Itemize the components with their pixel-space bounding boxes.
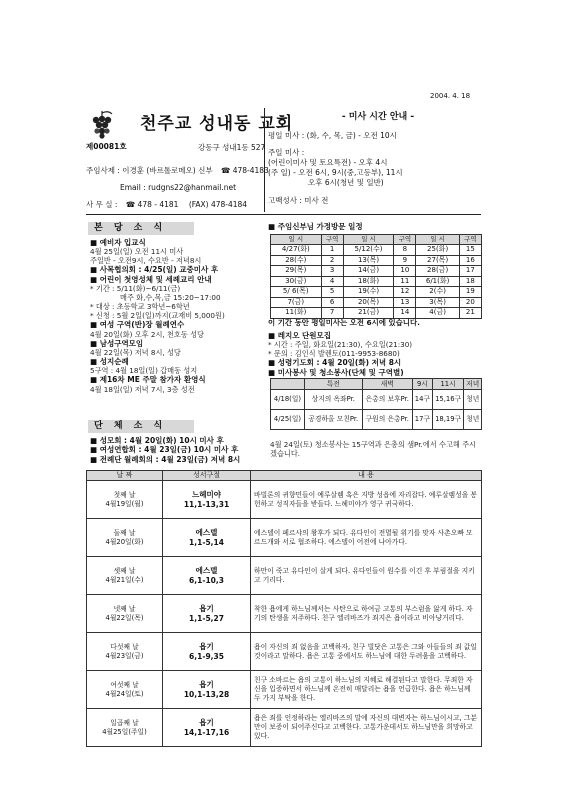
group-news-heading: 단 체 소 식 bbox=[88, 420, 194, 433]
table-cell: 청년 bbox=[464, 410, 482, 430]
table-row bbox=[271, 255, 482, 266]
header-divider bbox=[264, 108, 265, 212]
notice-item bbox=[90, 357, 260, 375]
church-title: 천주교 성내동 교회 bbox=[140, 114, 294, 134]
table-cell: 6 bbox=[321, 297, 343, 308]
reading-reference bbox=[163, 709, 251, 747]
notice-item bbox=[90, 265, 260, 274]
table-cell: 4(금) bbox=[416, 308, 459, 319]
reading-content: 욥이 자신의 죄 없음을 고백하자, 친구 빌닷은 고통은 그와 아들들의 죄 값일 것이라고 말하다. 욥은 고통 중에서도 하느님에 대한 두려움을 고백하다. bbox=[251, 633, 482, 671]
day-date: 4월24일(토) bbox=[105, 689, 144, 698]
table-row bbox=[87, 633, 482, 671]
table-row bbox=[87, 709, 482, 747]
visit-schedule-table bbox=[270, 234, 482, 319]
group-news-list bbox=[90, 436, 270, 464]
parish-news-heading: 본 당 소 식 bbox=[88, 222, 194, 235]
notice-title: ■ 레지오 단원모집 bbox=[268, 331, 483, 340]
phone-icon: ☎ bbox=[125, 200, 136, 209]
table-cell: 29(목) bbox=[271, 266, 322, 277]
day-date: 4월22일(목) bbox=[105, 613, 144, 622]
book-name: 욥기 bbox=[199, 642, 214, 652]
book-name: 에스델 bbox=[195, 566, 218, 576]
table-row bbox=[87, 671, 482, 709]
column-header bbox=[271, 379, 305, 390]
notice-title: ■ 여성 구역(반)장 월례연수 bbox=[90, 320, 260, 329]
table-row bbox=[271, 410, 482, 430]
reading-reference bbox=[163, 519, 251, 557]
notice-item bbox=[90, 375, 260, 393]
notice-line: 매주 화,수,목,금 15:20~17:00 bbox=[120, 293, 221, 303]
day-label: 다섯째 날 bbox=[110, 643, 139, 652]
table-cell: 8 bbox=[394, 245, 416, 256]
sunday-mass-evening: 오후 6시(청년 및 일반) bbox=[308, 178, 384, 187]
right-notice-list bbox=[268, 331, 483, 377]
day-date: 4월20일(화) bbox=[105, 537, 144, 546]
table-cell: 21 bbox=[459, 308, 481, 319]
church-address: 강동구 성내1동 527 bbox=[198, 143, 266, 152]
column-header: 특전 bbox=[305, 379, 363, 390]
notice-title: ■ 성지순례 bbox=[90, 357, 260, 366]
bible-reading-table bbox=[86, 470, 482, 747]
table-row bbox=[87, 557, 482, 595]
table-cell: 12 bbox=[394, 287, 416, 298]
reading-reference bbox=[163, 481, 251, 519]
table-row bbox=[87, 519, 482, 557]
table-cell: 19 bbox=[459, 287, 481, 298]
table-cell: 28(금) bbox=[416, 266, 459, 277]
table-row bbox=[271, 276, 482, 287]
service-title: ■ 미사봉사 및 청소봉사(단체 및 구역별) bbox=[268, 368, 483, 377]
mass-time-title: - 미사 시간 안내 - bbox=[341, 112, 415, 122]
table-cell: 15,16구 bbox=[432, 390, 464, 410]
sunday-mass-children: (어린이미사 및 토요특전) - 오후 4시 bbox=[268, 158, 388, 167]
sunday-mass-main: (주 일) - 오전 6시, 9시(중,고등부), 11시 bbox=[268, 168, 403, 177]
table-cell: 14(금) bbox=[343, 266, 394, 277]
parish-news-list bbox=[90, 238, 260, 394]
day-label: 넷째 날 bbox=[113, 605, 136, 614]
notice-line: 주일반 - 오전9시, 수요반 - 저녁8시 bbox=[90, 256, 202, 266]
reading-day bbox=[87, 709, 163, 747]
table-cell: 4/25(일) bbox=[271, 410, 305, 430]
weekday-mass: 평일 미사 : (화, 수, 목, 금) - 오전 10시 bbox=[268, 131, 397, 140]
book-name: 욥기 bbox=[199, 718, 214, 728]
office-fax: (FAX) 478-4184 bbox=[188, 200, 248, 209]
table-row bbox=[271, 266, 482, 277]
reading-content: 착한 욥에게 하느님께서는 사탄으로 하여금 고통의 부스럼을 앓게 하다. 자기의 탄생을 저주하다. 친구 엘리바즈가 죄지은 욥이라고 비아냥거리다. bbox=[251, 595, 482, 633]
column-header: 일 시 bbox=[343, 235, 394, 245]
table-cell: 30(금) bbox=[271, 276, 322, 287]
day-date: 4월25일(주일) bbox=[102, 727, 147, 736]
notice-line: 4월 22일(목) 저녁 8시, 성당 bbox=[90, 347, 181, 357]
table-cell: 4/18(일) bbox=[271, 390, 305, 410]
pastor-phone: 478-4183 bbox=[232, 166, 269, 175]
issue-date: 2004. 4. 18 bbox=[430, 92, 471, 100]
email-line: Email : rudgns22@hanmail.net bbox=[120, 183, 237, 192]
table-cell: 14 bbox=[394, 308, 416, 319]
table-cell: 13(목) bbox=[343, 255, 394, 266]
reading-content: 욥은 죄를 인정하라는 엘리바즈의 말에 자신의 대변자는 하느님이시고, 그분만이 보증이 되어주신다고 고백한다. 고통가운데서도 하느님만을 희망하고 있다. bbox=[251, 709, 482, 747]
reading-reference bbox=[163, 671, 251, 709]
day-date: 4월19일(월) bbox=[105, 499, 144, 508]
group-item: ■ 여성연합회 : 4월 23일(금) 10시 미사 후 bbox=[90, 445, 270, 454]
phone-icon: ☎ bbox=[220, 166, 231, 175]
header-rule bbox=[86, 214, 481, 215]
column-header: 새벽 bbox=[362, 379, 412, 390]
reading-day bbox=[87, 557, 163, 595]
reading-day bbox=[87, 671, 163, 709]
table-cell: 7 bbox=[321, 308, 343, 319]
notice-item bbox=[90, 238, 260, 265]
table-row bbox=[87, 481, 482, 519]
day-label: 일곱째 날 bbox=[110, 719, 139, 728]
table-cell: 17구 bbox=[412, 410, 432, 430]
table-cell: 19(수) bbox=[343, 287, 394, 298]
notice-line: * 문의 : 김인식 발렌토(011-9953-8680) bbox=[268, 349, 400, 359]
table-cell: 2(수) bbox=[416, 287, 459, 298]
table-cell: 구원의 은총Pr. bbox=[362, 410, 412, 430]
column-header: 11시 bbox=[432, 379, 464, 390]
table-header-row bbox=[271, 379, 482, 390]
table-header-row bbox=[271, 235, 482, 245]
column-header: 일 시 bbox=[416, 235, 459, 245]
table-cell: 4 bbox=[321, 276, 343, 287]
table-cell: 18,19구 bbox=[432, 410, 464, 430]
notice-item bbox=[90, 339, 260, 357]
grape-logo-icon bbox=[88, 110, 116, 140]
notice-line: * 기간 : 5/11(화)~6/11(금) bbox=[90, 284, 181, 294]
verse-range: 14,1-17,16 bbox=[183, 727, 230, 737]
table-cell: 18 bbox=[459, 276, 481, 287]
day-label: 셋째 날 bbox=[113, 567, 136, 576]
table-cell: 1 bbox=[321, 245, 343, 256]
reading-reference bbox=[163, 633, 251, 671]
table-cell: 14구 bbox=[412, 390, 432, 410]
table-cell: 10 bbox=[394, 266, 416, 277]
notice-item bbox=[90, 275, 260, 320]
verse-range: 1,1-5,27 bbox=[189, 613, 224, 623]
column-header: 일 시 bbox=[271, 235, 322, 245]
table-cell: 은총의 보후Pr. bbox=[362, 390, 412, 410]
book-name: 욥기 bbox=[199, 680, 214, 690]
notice-line: * 신청 : 5월 2일(일)까지(교재비 5,000원) bbox=[90, 311, 225, 321]
pastor-name: 주임사제 : 이경훈 (바르톨로메오) 신부 bbox=[86, 166, 213, 175]
reading-reference bbox=[163, 557, 251, 595]
reading-content: 하만이 죽고 유다인이 살게 되다. 유다인들이 원수를 이긴 후 부림절을 지키고 기리다. bbox=[251, 557, 482, 595]
notice-title: ■ 어린이 첫영성체 및 세례교리 안내 bbox=[90, 275, 260, 284]
reading-day bbox=[87, 481, 163, 519]
column-header: 구역 bbox=[321, 235, 343, 245]
notice-title: ■ 성령기도회 : 4월 20일(화) 저녁 8시 bbox=[268, 358, 483, 367]
verse-range: 1,1-5,14 bbox=[189, 537, 224, 547]
office-phone: 478 - 4181 bbox=[137, 200, 179, 209]
office-label: 사 무 실 : bbox=[86, 200, 118, 209]
table-cell: 27(목) bbox=[416, 255, 459, 266]
service-table bbox=[270, 378, 482, 430]
notice-item bbox=[90, 320, 260, 338]
table-cell: 13 bbox=[394, 297, 416, 308]
day-date: 4월23일(금) bbox=[105, 651, 144, 660]
sunday-mass-label: 주일 미사 : bbox=[268, 148, 305, 157]
column-header: 구역 bbox=[459, 235, 481, 245]
table-header-row bbox=[87, 471, 482, 481]
notice-line: 4월 20일(화) 오후 2시, 천호동 성당 bbox=[90, 329, 204, 339]
table-cell: 28(수) bbox=[271, 255, 322, 266]
column-header: 구역 bbox=[394, 235, 416, 245]
table-cell: 청년 bbox=[464, 390, 482, 410]
table-row bbox=[271, 245, 482, 256]
notice-title: ■ 제16차 ME 주말 참가자 환영식 bbox=[90, 375, 260, 384]
notice-title: ■ 사목협의회 : 4/25(일) 교중미사 후 bbox=[90, 265, 260, 274]
visit-note: 이 기간 동안 평일미사는 오전 6시에 있습니다. bbox=[268, 318, 420, 327]
notice-line: 4월 25일(일) 오전 11시 미사 bbox=[90, 247, 184, 257]
service-note: 4월 24일(토) 청소봉사는 15구역과 은총의 샘Pr.에서 수고해 주시겠습니다. bbox=[270, 440, 477, 458]
table-row bbox=[271, 390, 482, 410]
column-header: 성서구절 bbox=[163, 471, 251, 481]
table-cell: 25(화) bbox=[416, 245, 459, 256]
day-label: 둘째 날 bbox=[113, 529, 136, 538]
column-header: 내 용 bbox=[251, 471, 482, 481]
verse-range: 10,1-13,28 bbox=[183, 689, 230, 699]
table-cell: 17 bbox=[459, 266, 481, 277]
group-item: ■ 전례단 월례회의 : 4월 23일(금) 저녁 8시 bbox=[90, 455, 270, 464]
column-header: 9시 bbox=[412, 379, 432, 390]
table-row bbox=[271, 297, 482, 308]
table-cell: 9 bbox=[394, 255, 416, 266]
notice-title: ■ 예비자 입교식 bbox=[90, 238, 260, 247]
group-item: ■ 성모회 : 4월 20일(화) 10시 미사 후 bbox=[90, 436, 270, 445]
book-name: 에스델 bbox=[195, 528, 218, 538]
table-cell: 20 bbox=[459, 297, 481, 308]
column-header: 저녁 bbox=[464, 379, 482, 390]
day-date: 4월21일(수) bbox=[105, 575, 144, 584]
notice-line: 4월 18일(일) 저녁 7시, 3층 성전 bbox=[90, 384, 195, 394]
visit-schedule-title: ■ 주임신부님 가정방문 일정 bbox=[268, 222, 363, 231]
table-cell: 5/ 6(목) bbox=[271, 287, 322, 298]
confession-time: 고백성사 : 미사 전 bbox=[268, 196, 329, 205]
table-cell: 11 bbox=[394, 276, 416, 287]
table-cell: 3(목) bbox=[416, 297, 459, 308]
notice-line: * 시간 : 주일, 화요일(21:30), 수요일(21:30) bbox=[268, 340, 413, 350]
notice-line: 5구역 : 4월 18일(일) 갑매동 성지 bbox=[90, 366, 198, 376]
table-cell: 공경하올 모친Pr. bbox=[305, 410, 363, 430]
table-cell: 16 bbox=[459, 255, 481, 266]
table-row bbox=[271, 287, 482, 298]
table-cell: 2 bbox=[321, 255, 343, 266]
day-label: 첫째 날 bbox=[113, 491, 136, 500]
reading-content: 친구 소바르는 욥의 고통이 하느님의 지혜로 해결된다고 말한다. 무죄한 자신을 입증하면서 하느님께 온전히 매달리는 욥을 언급한다. 욥은 하느님께 두 가지 부탁을 한다. bbox=[251, 671, 482, 709]
reading-content: 에스델이 페르샤의 왕후가 되다. 유다인이 전멸될 위기를 맞자 사촌오빠 모르드개와 서로 협조하다. 에스델이 어전에 나아가다. bbox=[251, 519, 482, 557]
verse-range: 6,1-9,35 bbox=[189, 651, 224, 661]
table-row bbox=[271, 308, 482, 319]
verse-range: 11,1-13,31 bbox=[183, 499, 230, 509]
table-cell: 20(목) bbox=[343, 297, 394, 308]
notice-title: ■ 남성구역모임 bbox=[90, 339, 260, 348]
office-line bbox=[86, 200, 247, 209]
reading-reference bbox=[163, 595, 251, 633]
pastor-line bbox=[86, 166, 269, 175]
table-cell: 7(금) bbox=[271, 297, 322, 308]
column-header: 날 짜 bbox=[87, 471, 163, 481]
reading-content: 바빌론의 귀향민들이 예루살렘 혹은 지방 성읍에 자리잡다. 예루살렘성을 봉헌하고 성직자들을 받들다. 느헤미야가 영구 귀국하다. bbox=[251, 481, 482, 519]
table-cell: 상지의 옥좌Pr. bbox=[305, 390, 363, 410]
day-label: 여섯째 날 bbox=[110, 681, 139, 690]
table-cell: 11(화) bbox=[271, 308, 322, 319]
book-name: 느헤미야 bbox=[192, 490, 221, 500]
reading-day bbox=[87, 519, 163, 557]
table-cell: 18(화) bbox=[343, 276, 394, 287]
table-cell: 3 bbox=[321, 266, 343, 277]
table-cell: 5/12(수) bbox=[343, 245, 394, 256]
table-row bbox=[87, 595, 482, 633]
table-cell: 4/27(화) bbox=[271, 245, 322, 256]
notice-line: * 대상 : 초등학교 3학년~6학년 bbox=[90, 302, 190, 312]
issue-number: 제00081호 bbox=[86, 142, 127, 151]
book-name: 욥기 bbox=[199, 604, 214, 614]
table-cell: 5 bbox=[321, 287, 343, 298]
table-cell: 6/1(화) bbox=[416, 276, 459, 287]
table-cell: 21(금) bbox=[343, 308, 394, 319]
reading-day bbox=[87, 633, 163, 671]
reading-day bbox=[87, 595, 163, 633]
table-cell: 15 bbox=[459, 245, 481, 256]
verse-range: 6,1-10,3 bbox=[189, 575, 224, 585]
